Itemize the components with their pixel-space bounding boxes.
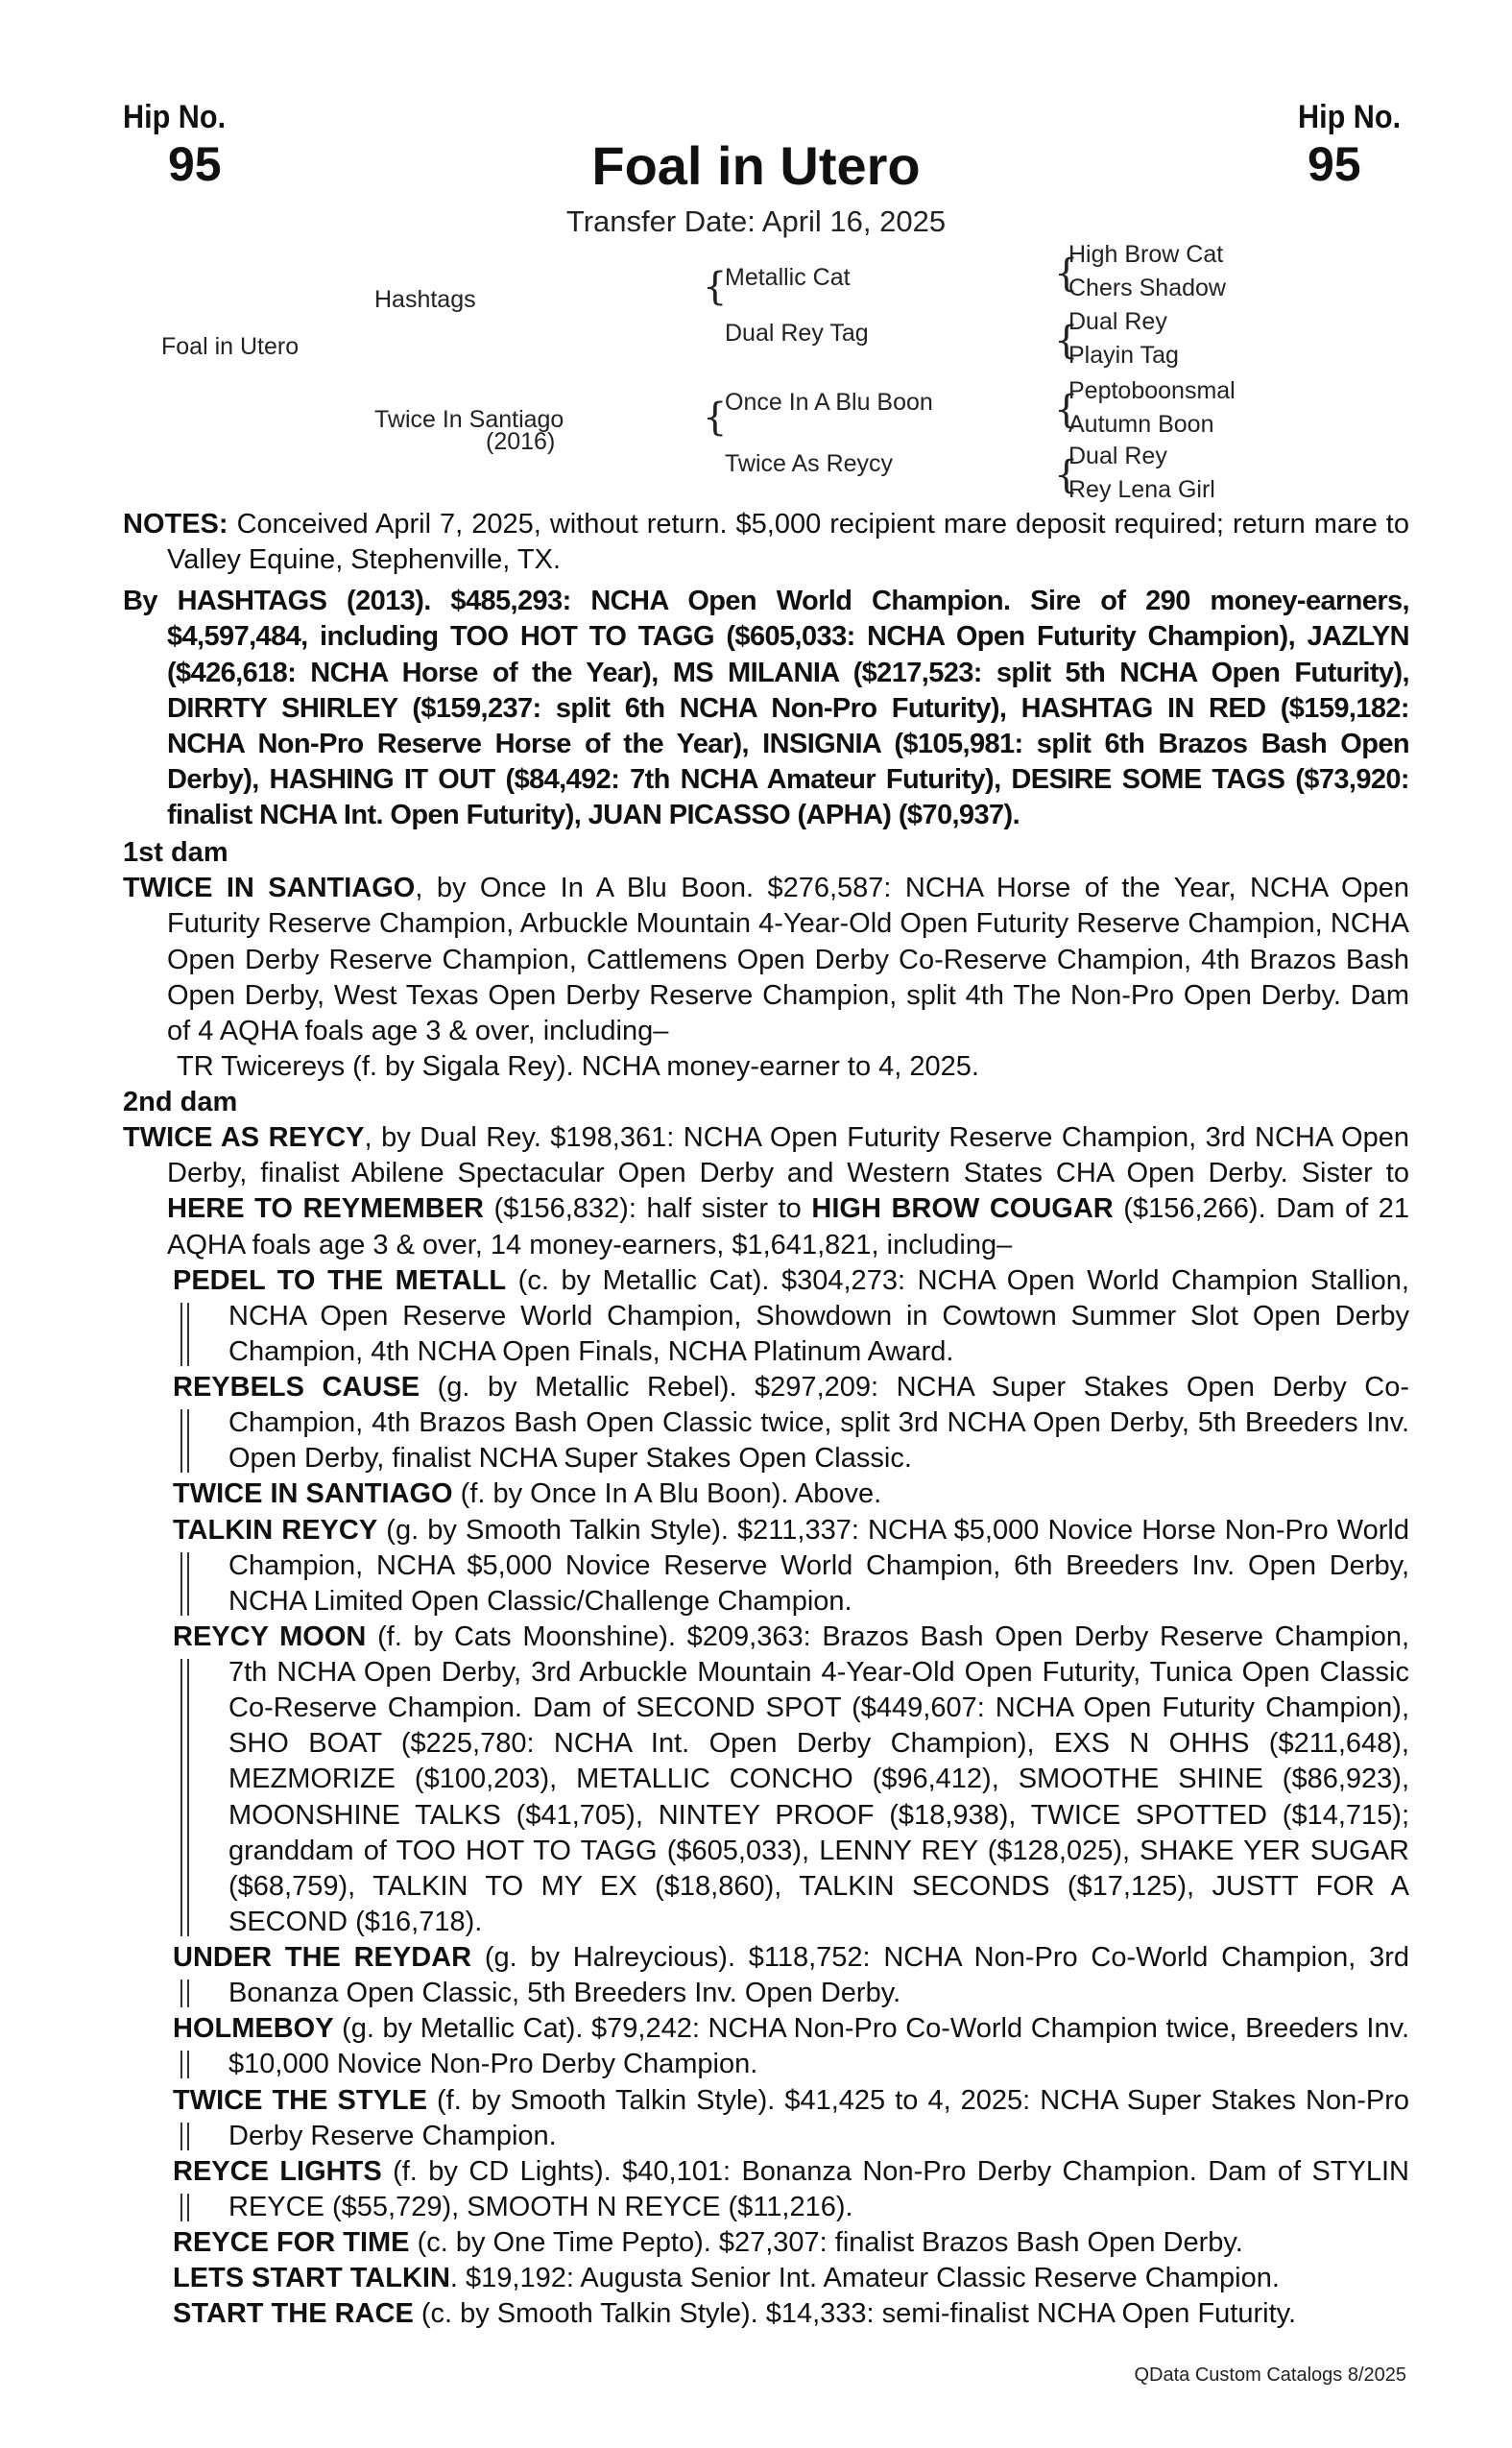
continuation-bar [180,2194,189,2221]
offspring-text: (c. by Metallic Cat). $304,273: NCHA Open World Champion Stallion, NCHA Open Reserve World Champion, Showdown in Cowtown Summer Slot Open Derby Champion, 4th NCHA Open Finals, NCHA Platinum Award. [228,1264,1409,1367]
notes-paragraph [123,507,1409,578]
offspring-entry [123,1263,1409,1370]
catalog-body [123,507,1409,2332]
first-dam-paragraph [123,871,1409,1049]
continuation-bar [180,2123,189,2150]
offspring-text: (f. by Smooth Talkin Style). $41,425 to 4, 2025: NCHA Super Stakes Non-Pro Derby Reserve Champion. [228,2084,1409,2151]
offspring-entry [123,2296,1409,2332]
pedigree-g3: Dual Rey [1068,308,1167,335]
continuation-bar [180,1303,189,1366]
offspring-entry [123,2083,1409,2154]
pedigree-g7: Dual Rey [1068,443,1167,469]
offspring-name: REYBELS CAUSE [173,1372,420,1403]
second-dam-sister: HERE TO REYMEMBER [167,1193,484,1225]
offspring-text: (c. by One Time Pepto). $27,307: finalist Brazos Bash Open Derby. [409,2227,1243,2258]
second-dam-heading: 2nd dam [123,1087,238,1117]
offspring-entry [123,2011,1409,2082]
offspring-text: (c. by Smooth Talkin Style). $14,333: semi-finalist NCHA Open Futurity. [413,2298,1297,2330]
offspring-text: (g. by Halreycious). $118,752: NCHA Non-Pro Co-World Champion, 3rd Bonanza Open Classic, 5th Breeders Inv. Open Derby. [228,1942,1409,2009]
pedigree-g2: Chers Shadow [1068,275,1226,301]
notes-text: Conceived April 7, 2025, without return. $5,000 recipient mare deposit required; return mare to Valley Equine, Stephenville, TX. [167,509,1409,576]
brace-icon: { [1054,453,1079,497]
sire-paragraph: By HASHTAGS (2013). $485,293: NCHA Open World Champion. Sire of 290 money-earners, $4,597,484, including TOO HOT TO TAGG ($605,033: NCHA Open Futurity Champion), JAZLYN ($426,618: NCHA Horse of the Year), MS MILANIA ($217,523: split 5th NCHA Open Futurity), DIRRTY SHIRLEY ($159,237: split 6th NCHA Non-Pro Futurity), HASHTAG IN RED ($159,182: NCHA Non-Pro Reserve Horse of the Year), INSIGNIA ($105,981: split 6th Brazos Bash Open Derby), HASHING IT OUT ($84,492: 7th NCHA Amateur Futurity), DESIRE SOME TAGS ($73,920: finalist NCHA Int. Open Futurity), JUAN PICASSO (APHA) ($70,937). [123,586,1409,830]
hip-label-right: Hip No. [1298,99,1402,135]
offspring-text: (f. by Once In A Blu Boon). Above. [452,1478,882,1510]
pedigree-sire: Hashtags [374,286,476,313]
brace-icon: { [703,396,728,440]
offspring-entry [123,1476,1409,1512]
offspring-name: LETS START TALKIN [173,2263,450,2294]
first-dam-heading: 1st dam [123,837,228,869]
pedigree-subject: Foal in Utero [161,333,300,360]
notes-label: NOTES: [123,509,228,540]
footer-credit: QData Custom Catalogs 8/2025 [1134,2364,1406,2386]
first-dam-text: , by Once In A Blu Boon. $276,587: NCHA Horse of the Year, NCHA Open Futurity Reserve Champion, Arbuckle Mountain 4-Year-Old Open Futurity Reserve Champion, NCHA Open Derby Reserve Champion, Cattlemens Open Derby Co-Reserve Champion, 4th Brazos Bash Open Derby, West Texas Open Derby Reserve Champion, split 4th The Non-Pro Open Derby. Dam of 4 AQHA foals age 3 & over, including– [167,873,1410,1046]
offspring-name: REYCY MOON [173,1620,367,1652]
continuation-bar [180,1409,189,1473]
offspring-text: (g. by Metallic Cat). $79,242: NCHA Non-Pro Co-World Champion twice, Breeders Inv. $10,000 Novice Non-Pro Derby Champion. [228,2013,1409,2080]
offspring-entry [123,1940,1409,2011]
offspring-entry [123,1370,1409,1476]
offspring-entry [123,2225,1409,2261]
pedigree-sire-sire: Metallic Cat [725,264,851,291]
continuation-bar [180,1659,189,1936]
offspring-name: TWICE THE STYLE [173,2084,427,2116]
pedigree-g8: Rey Lena Girl [1068,476,1215,503]
brace-icon: { [1054,252,1079,296]
pedigree-sire-dam: Dual Rey Tag [725,320,869,347]
hip-number-left: 95 [168,137,222,191]
offspring-name: UNDER THE REYDAR [173,1942,472,1973]
page-title: Foal in Utero [591,135,921,196]
offspring-name: PEDEL TO THE METALL [173,1264,507,1296]
offspring-entry [123,1513,1409,1620]
pedigree-dam-sire: Once In A Blu Boon [725,389,933,416]
pedigree-g6: Autumn Boon [1068,411,1214,438]
second-dam-text-c: ($156,266). Dam of 21 AQHA foals age 3 & over, 14 money-earners, $1,641,821, including– [167,1193,1410,1260]
offspring-name: TWICE IN SANTIAGO [173,1478,453,1510]
offspring-name: REYCE LIGHTS [173,2155,382,2187]
brace-icon: { [703,265,728,309]
transfer-date: Transfer Date: April 16, 2025 [565,204,947,238]
offspring-entry [123,1620,1409,1940]
second-dam-half: HIGH BROW COUGAR [811,1193,1114,1225]
offspring-text: . $19,192: Augusta Senior Int. Amateur Classic Reserve Champion. [449,2263,1280,2294]
first-dam-name: TWICE IN SANTIAGO [123,873,416,904]
continuation-bar [180,2051,189,2078]
offspring-text: (g. by Smooth Talkin Style). $211,337: NCHA $5,000 Novice Horse Non-Pro World Champion, NCHA $5,000 Novice Reserve World Champion, 6th Breeders Inv. Open Derby, NCHA Limited Open Classic/Challenge Champion. [228,1514,1409,1617]
second-dam-paragraph [123,1120,1409,1263]
second-dam-text-b: ($156,832): half sister to [483,1193,812,1225]
pedigree-g4: Playin Tag [1068,342,1179,369]
second-dam-name: TWICE AS REYCY [123,1122,365,1154]
pedigree-dam-year: (2016) [486,428,556,455]
offspring-name: TALKIN REYCY [173,1514,378,1546]
continuation-bar [180,1552,189,1616]
offspring-text: (f. by Cats Moonshine). $209,363: Brazos Bash Open Derby Reserve Champion, 7th NCHA Open Derby, 3rd Arbuckle Mountain 4-Year-Old Open Futurity, Tunica Open Classic Co-Reserve Champion. Dam of SECOND SPOT ($449,607: NCHA Open Futurity Champion), SHO BOAT ($225,780: NCHA Int. Open Derby Champion), EXS N OHHS ($211,648), MEZMORIZE ($100,203), METALLIC CONCHO ($96,412), SMOOTHE SHINE ($86,923), MOONSHINE TALKS ($41,705), NINTEY PROOF ($18,938), TWICE SPOTTED ($14,715); granddam of TOO HOT TO TAGG ($605,033), LENNY REY ($128,025), SHAKE YER SUGAR ($68,759), TALKIN TO MY EX ($18,860), TALKIN SECONDS ($17,125), JUSTT FOR A SECOND ($16,718). [228,1620,1410,1937]
offspring-name: START THE RACE [173,2298,414,2330]
offspring-name: REYCE FOR TIME [173,2227,410,2258]
offspring-text: (f. by CD Lights). $40,101: Bonanza Non-Pro Derby Champion. Dam of STYLIN REYCE ($55,729), SMOOTH N REYCE ($11,216). [228,2155,1409,2222]
pedigree-g5: Peptoboonsmal [1068,377,1236,404]
second-dam-text-a: , by Dual Rey. $198,361: NCHA Open Futurity Reserve Champion, 3rd NCHA Open Derby, finalist Abilene Spectacular Open Derby and Western States CHA Open Derby. Sister to [167,1122,1410,1189]
offspring-name: HOLMEBOY [173,2013,334,2045]
hip-label-left: Hip No. [123,99,227,135]
hip-number-right: 95 [1308,137,1361,191]
offspring-entry [123,2261,1409,2296]
offspring-text: (g. by Metallic Rebel). $297,209: NCHA Super Stakes Open Derby Co-Champion, 4th Brazos Bash Open Classic twice, split 3rd NCHA Open Derby, 5th Breeders Inv. Open Derby, finalist NCHA Super Stakes Open Classic. [228,1372,1409,1475]
pedigree-dam: Twice In Santiago [374,406,564,433]
first-dam-foal: TR Twicereys (f. by Sigala Rey). NCHA money-earner to 4, 2025. [177,1050,979,1082]
continuation-bar [180,1980,189,2007]
offspring-entry [123,2154,1409,2225]
pedigree-g1: High Brow Cat [1068,241,1224,268]
pedigree-dam-dam: Twice As Reycy [725,450,894,477]
brace-icon: { [1054,388,1079,432]
brace-icon: { [1054,319,1079,363]
